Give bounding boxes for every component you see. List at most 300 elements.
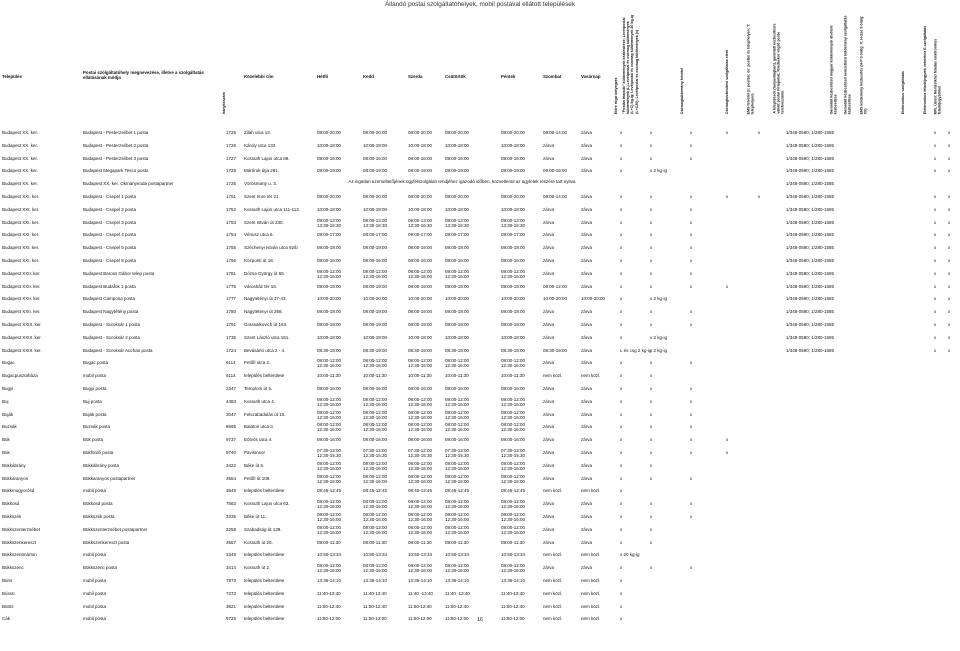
settlement-cell: Bükkszenterzsébet (2, 526, 41, 532)
office-name-cell: mobil posta (83, 603, 107, 609)
hours-cell: zárva (581, 322, 593, 327)
phone-cell: 1/348-0590; 1/280-1585 (786, 168, 835, 174)
hours-cell: 09:00-13:00 13:30-16:30 (501, 217, 526, 228)
hours-cell: 08:00-20:00 (408, 130, 433, 135)
service-mark-cell: x (690, 360, 693, 366)
hours-cell: zárva (543, 322, 555, 327)
hours-cell: zárva (543, 309, 555, 315)
settlement-cell: Bükkaranyos (2, 475, 29, 481)
header-v6-wrap (772, 14, 811, 122)
phone-cell: 1/348-0590; 1/280-1585 (786, 334, 835, 340)
hours-cell: 08:00-19:00 (363, 245, 388, 251)
hours-cell: 08:00-12:00 12:30-16:00 (363, 473, 388, 484)
address-cell: Nagytétényi út 37-43. (244, 296, 287, 302)
office-name-cell: Budapest - Csepel 2 posta (83, 206, 137, 212)
hours-cell: zárva (543, 386, 555, 391)
hours-cell: 10:00-11:30 (363, 373, 387, 379)
office-name-cell: Budapest - Pesterzsébet 1 posta (83, 130, 149, 135)
hours-cell: zárva (581, 232, 593, 238)
hours-cell: 08:00-19:00 (317, 322, 342, 327)
service-mark-cell: x (690, 270, 693, 276)
address-cell: Felszabadulás út 10. (244, 411, 286, 417)
address-cell: település belterülete (244, 578, 285, 583)
hours-cell: 08:00-12:00 12:30-16:00 (445, 409, 470, 420)
office-name-cell: Budapest Campona posta (83, 296, 136, 302)
hours-cell: 08:00-12:00 12:30-16:00 (317, 409, 342, 420)
hours-cell: 08:00-19:00 (501, 283, 526, 289)
hours-cell: zárva (543, 270, 555, 276)
service-mark-cell: x (620, 398, 623, 404)
settlement-cell: Buják (2, 411, 14, 417)
service-mark-cell: x 2 kg-ig (650, 296, 668, 302)
settlement-cell: Budapest XXII. ker. (2, 309, 41, 315)
hours-cell: 08:00-12:00 12:30-16:00 (445, 396, 470, 407)
hours-cell: 08:00-12:00 12:30-16:00 (445, 422, 470, 433)
service-mark-cell: x (948, 322, 951, 327)
office-name-cell: Budapest - Csepel 1 posta (83, 194, 137, 199)
office-name-cell: Budapest - Csepel 5 posta (83, 245, 137, 251)
zip-cell: 3821 (226, 603, 237, 609)
hours-cell: 13:35-14:10 (501, 578, 526, 583)
zip-cell: 3258 (226, 526, 237, 532)
hours-cell: 08:00-16:00 (317, 386, 342, 391)
header-settlement: Település (2, 74, 22, 79)
service-mark-cell: x (934, 219, 937, 225)
hours-cell: 08:00-12:00 12:30-16:00 (363, 268, 388, 279)
zip-cell: 9740 (226, 450, 237, 455)
header-v3-wrap (679, 14, 696, 122)
settlement-cell: Budapest XXII. ker. (2, 270, 41, 276)
hours-cell: 08:30-19:00 (543, 347, 568, 353)
address-cell: Városház tér 18. (244, 283, 278, 289)
service-mark-cell: x (620, 539, 623, 545)
hours-cell: 10:50-13:34 (501, 552, 526, 558)
office-name-cell: Bükkszenkereszt posta (83, 539, 130, 545)
hours-cell: zárva (543, 411, 555, 417)
hours-cell: 11:50-12:00 (363, 616, 387, 622)
hours-cell: 08:00-12:00 12:30-16:00 (317, 499, 342, 510)
address-cell: Kossuth út 2. (244, 565, 271, 571)
hours-cell: 08:00-12:00 12:30-16:00 (445, 512, 470, 522)
hours-cell: 08:00-12:00 12:30-16:00 (408, 460, 433, 471)
hours-cell: 11:50-12:40 (445, 603, 469, 609)
service-mark-cell: x (690, 194, 693, 199)
service-mark-cell: x (934, 206, 937, 212)
service-mark-cell: x (934, 194, 937, 199)
address-cell: Szent László utca 161. (244, 334, 290, 340)
hours-cell: zárva (543, 232, 555, 238)
hours-cell: 08:00-12:00 12:30-16:00 (445, 524, 470, 535)
hours-cell: 07:30-12:00 12:30-15:30 (363, 448, 388, 458)
hours-cell: zárva (543, 155, 555, 161)
office-name-cell: Budapest Nagytétény posta (83, 309, 139, 315)
hours-cell: 08:00-17:00 (363, 232, 388, 238)
header-v2-wrap (622, 14, 677, 122)
service-mark-cell: x (948, 347, 951, 353)
service-mark-cell: x 2 kg-ig (650, 334, 668, 340)
hours-cell: 08:00-12:00 12:30-16:00 (363, 512, 388, 522)
service-mark-cell: x (948, 334, 951, 340)
hours-cell: 07:30-12:00 12:30-15:30 (317, 448, 342, 458)
office-name-cell: Budapest - Pesterzsébet 3 posta (83, 155, 149, 161)
hours-cell: 10:00-20:00 (445, 296, 470, 302)
zip-cell: 9725 (226, 616, 237, 622)
service-mark-cell: x (650, 424, 653, 430)
hours-cell: 08:00-12:00 12:30-16:00 (445, 563, 470, 574)
zip-cell: 3554 (226, 475, 237, 481)
hours-cell: 10:00-18:00 (445, 142, 470, 148)
office-name-cell: mobil posta (83, 616, 107, 622)
office-name-cell: Budapest - Soroksár 1 posta (83, 322, 141, 327)
zip-cell: 2347 (226, 386, 237, 391)
hours-cell: nem közl. (581, 578, 601, 583)
hours-cell: zárva (543, 245, 555, 251)
service-mark-cell: x (650, 539, 653, 545)
hours-cell: 08:00-19:00 (408, 245, 433, 251)
zip-cell: 1775 (226, 283, 237, 289)
hours-cell: zárva (543, 501, 555, 507)
phone-cell: 1/348-0590; 1/280-1585 (786, 309, 835, 315)
address-cell: Kossuth Lajos utca 89. (244, 155, 290, 161)
settlement-cell: Buj (2, 398, 9, 404)
hours-cell: 08:00-12:00 12:30-16:00 (501, 409, 526, 420)
service-mark-cell: x (948, 130, 951, 135)
hours-cell: zárva (581, 270, 593, 276)
service-mark-cell: x (620, 462, 623, 468)
settlement-cell: Budapest XXI. ker. (2, 194, 40, 199)
service-mark-cell: x (620, 373, 623, 379)
hours-cell: 08:30-19:00 (408, 347, 433, 353)
zip-cell: 1725 (226, 130, 237, 135)
hours-cell: zárva (581, 347, 593, 353)
phone-cell: 1/348-0590; 1/280-1585 (786, 232, 835, 238)
service-mark-cell: x (650, 322, 653, 327)
address-cell: Bevásárló utca 2 - 4. (244, 347, 286, 353)
service-mark-cell: x (650, 130, 653, 135)
hours-cell: 08:00-19:00 (363, 322, 388, 327)
hours-cell: zárva (581, 539, 593, 545)
service-mark-cell: x (620, 424, 623, 430)
service-mark-cell: x (620, 219, 623, 225)
settlement-cell: Bükkszentmárton (2, 552, 37, 558)
address-cell: település belterülete (244, 552, 285, 558)
hours-cell: zárva (581, 437, 593, 443)
service-mark-cell: x (620, 450, 623, 455)
service-mark-cell: x (650, 450, 653, 455)
service-mark-cell: x (650, 411, 653, 417)
hours-cell: 09:00-17:00 (317, 232, 342, 238)
zip-cell: 8695 (226, 424, 237, 430)
address-cell: Mártírok útja 281. (244, 168, 280, 174)
address-cell: Kossuth Lajos utca 63. (244, 501, 290, 507)
hours-cell: nem közl. (581, 488, 601, 494)
hours-cell: 10:00-11:30 (445, 373, 469, 379)
service-mark-cell: x (690, 514, 693, 519)
settlement-cell: Budapest XX. ker. (2, 142, 39, 148)
hours-cell: zárva (581, 258, 593, 263)
settlement-cell: Bugac (2, 360, 15, 366)
hours-cell: 08:00-12:00 12:30-16:00 (363, 422, 388, 433)
hours-cell: zárva (543, 142, 555, 148)
hours-cell: 10:00-18:00 (501, 142, 526, 148)
service-mark-cell: x (948, 168, 951, 174)
hours-cell: zárva (581, 450, 593, 455)
phone-cell: 1/348-0590; 1/280-1585 (786, 258, 835, 263)
hours-cell: zárva (543, 258, 555, 263)
service-mark-cell: x (620, 142, 623, 148)
phone-cell: 1/348-0590; 1/280-1585 (786, 283, 835, 289)
service-mark-cell: x (934, 309, 937, 315)
header-friday: Péntek (501, 74, 516, 79)
service-mark-cell: x (690, 322, 693, 327)
hours-cell: zárva (581, 514, 593, 519)
hours-cell: 08:45-12:45 (501, 488, 526, 494)
hours-cell: 10:00-11:30 (317, 373, 341, 379)
zip-cell: 1728 (226, 168, 237, 174)
hours-cell: 08:30-19:00 (501, 347, 526, 353)
phone-cell: 1/348-0590; 1/280-1585 (786, 181, 835, 187)
hours-cell: 08:00-20:00 (501, 194, 526, 199)
settlement-cell: Bük (2, 450, 10, 455)
service-mark-cell: x (620, 526, 623, 532)
service-mark-cell: x (758, 130, 761, 135)
service-mark-cell: x (650, 142, 653, 148)
hours-cell: 10:00-20:00 (501, 296, 526, 302)
zip-cell: 7273 (226, 590, 237, 596)
service-mark-cell: x (650, 475, 653, 481)
service-mark-cell: x (690, 283, 693, 289)
settlement-cell: Budapest XX. ker. (2, 155, 39, 161)
hours-cell: 08:00-12:00 12:30-16:00 (408, 499, 433, 510)
phone-cell: 1/348-0590; 1/280-1585 (786, 245, 835, 251)
settlement-cell: Bütös (2, 603, 14, 609)
zip-cell: 1780 (226, 309, 237, 315)
hours-cell: 08:00-16:00 (501, 258, 526, 263)
service-mark-cell: x (726, 283, 729, 289)
hours-cell: 08:00-19:00 (501, 245, 526, 251)
settlement-cell: Budapest XXI. ker. (2, 245, 40, 251)
settlement-cell: Bük (2, 437, 10, 443)
hours-cell: zárva (543, 206, 555, 212)
hours-cell: zárva (581, 219, 593, 225)
hours-cell: 08:00-19:00 (408, 168, 433, 174)
hours-cell: 10:00-18:00 (363, 334, 388, 340)
office-name-cell: Budapest - Csepel 8 posta (83, 258, 137, 263)
hours-cell: 10:00-20:00 (363, 296, 388, 302)
hours-cell: 10:00-18:00 (501, 206, 526, 212)
service-mark-cell: x (650, 245, 653, 251)
hours-cell: nem közl. (543, 578, 563, 583)
service-mark-cell: x (620, 475, 623, 481)
header-parcel-delivery: Csomagkézbesítési szolgáltatás elérő (724, 49, 729, 114)
hours-cell: 08:30-19:00 (445, 347, 470, 353)
hours-cell: 08:00-12:00 12:30-16:00 (501, 524, 526, 535)
document-title: Állandó postai szolgáltatóhelyek, mobil postával ellátott települések (384, 1, 576, 8)
hours-cell: 08:00-12:00 12:30-16:00 (363, 563, 388, 574)
service-mark-cell: x (620, 168, 623, 174)
service-mark-cell: x (650, 437, 653, 443)
hours-cell: 11:50-12:40 (363, 603, 387, 609)
zip-cell: 6114 (226, 373, 236, 379)
header-electronic-service: Elektronikus szolgáltatás (900, 70, 905, 114)
hours-cell: 08:00-19:00 (501, 168, 526, 174)
hours-cell: nem közl. (543, 616, 563, 622)
header-ems-delivery: EMS küldemény kézbesítés (H-P 9 óráig: X; H-Szo 9 óráig: XX) (859, 15, 868, 114)
service-mark-cell: x (690, 130, 693, 135)
hours-cell: zárva (581, 565, 593, 571)
office-name-cell: mobil posta (83, 552, 107, 558)
header-tuesday: Kedd (363, 74, 374, 79)
office-name-cell: Bugac posta (83, 360, 109, 366)
address-cell: Kossuth Lajos utca 111-113. (244, 206, 301, 212)
hours-cell: zárva (581, 206, 593, 212)
settlement-cell: Budapest XXIII. ker. (2, 347, 42, 353)
zip-cell: 1752 (226, 206, 237, 212)
zip-cell: 1735 (226, 334, 237, 340)
hours-cell: 08:00-12:00 12:30-16:00 (363, 524, 388, 535)
phone-cell: 1/348-0590; 1/280-1585 (786, 322, 835, 327)
hours-cell: 07:30-12:00 12:30-15:30 (501, 448, 526, 458)
hours-cell: nem közl. (543, 590, 563, 596)
service-mark-cell: x (620, 488, 623, 494)
service-mark-cell: x (650, 514, 653, 519)
settlement-cell: Budapest XX. ker. (2, 168, 39, 174)
hours-cell: 08:00-12:00 12:30-16:00 (408, 358, 433, 369)
header-address: Közelebbi cím (244, 74, 274, 79)
settlement-cell: Bükkösd (2, 501, 20, 507)
hours-cell: 08:00-12:00 12:30-16:00 (501, 512, 526, 522)
service-mark-cell: x (934, 142, 937, 148)
address-cell: Béke út 6. (244, 462, 265, 468)
hours-cell: 13:35-14:10 (317, 578, 342, 583)
service-mark-cell: x (948, 270, 951, 276)
service-mark-cell: x (620, 155, 623, 161)
service-mark-cell: x (650, 309, 653, 315)
hours-cell: 08:00-16:00 (445, 155, 470, 161)
hours-cell: 08:00-12:00 12:30-16:00 (408, 268, 433, 279)
hours-cell: zárva (581, 475, 593, 481)
service-mark-cell: x (934, 347, 937, 353)
hours-cell: 08:00-16:00 (317, 437, 342, 443)
service-mark-cell: x (620, 322, 623, 327)
office-name-cell: Bükkszék posta (83, 514, 115, 519)
service-mark-cell: x (650, 232, 653, 238)
hours-cell: zárva (543, 514, 555, 519)
hours-cell: nem közl. (543, 488, 563, 494)
settlement-cell: Bükkábrány (2, 462, 26, 468)
service-mark-cell: x (650, 206, 653, 212)
hours-cell: 08:00-14:00 (543, 130, 568, 135)
service-mark-cell: x (620, 616, 623, 622)
hours-cell: 08:00-19:00 (408, 322, 433, 327)
hours-cell: 13:35-14:10 (408, 578, 433, 583)
settlement-cell: Büris (2, 578, 13, 583)
hours-cell: nem közl. (581, 616, 601, 622)
service-mark-cell: x (690, 258, 693, 263)
address-cell: Központi út 18. (244, 258, 275, 263)
hours-cell: zárva (581, 142, 593, 148)
office-name-cell: Budapest - Csepel 4 posta (83, 232, 137, 238)
hours-cell: 08:00-19:00 (445, 245, 470, 251)
hours-cell: 08:00-12:00 12:30-16:00 (408, 524, 433, 535)
hours-cell: 08:00-20:00 (445, 130, 470, 135)
settlement-cell: Bugyi (2, 386, 14, 391)
hours-cell: zárva (543, 360, 555, 366)
service-mark-cell: x (948, 283, 951, 289)
service-mark-cell: x (650, 270, 653, 276)
service-mark-cell: x (620, 270, 623, 276)
address-cell: Zilah utca 13. (244, 130, 272, 135)
address-cell: település belterülete (244, 373, 285, 379)
hours-cell: 10:00-11:30 (408, 373, 432, 379)
hours-cell: 08:00-12:00 12:30-16:00 (363, 396, 388, 407)
service-mark-cell: x (620, 578, 623, 583)
hours-cell: 10:00-18:00 (317, 142, 342, 148)
service-mark-cell: x (620, 590, 623, 596)
phone-cell: 1/348-0590; 1/280-1585 (786, 206, 835, 212)
hours-cell: 11:50-12:00 (408, 616, 432, 622)
office-name-cell: mobil posta (83, 578, 107, 583)
service-mark-cell: x (690, 424, 693, 430)
zip-cell: 1755 (226, 245, 237, 251)
settlement-cell: Buzsák (2, 424, 17, 430)
settlement-cell: Budapest XXI. ker. (2, 258, 40, 263)
hours-cell: 08:00-12:00 12:30-16:00 (501, 396, 526, 407)
hours-cell: 08:00-12:00 12:30-16:00 (445, 358, 470, 369)
hours-cell: 08:00-12:00 12:30-16:00 (501, 268, 526, 279)
hours-cell: 08:00-12:00 12:30-16:00 (501, 563, 526, 574)
service-mark-cell: x (650, 258, 653, 263)
office-name-cell: mobil posta (83, 488, 107, 494)
hours-cell: 11:40-13:40 (501, 590, 525, 596)
header-v9-wrap (859, 14, 880, 122)
address-cell: Petőfi utca 2. (244, 360, 271, 366)
hours-cell: 08:00-19:00 (445, 309, 470, 315)
service-mark-cell: x (690, 386, 693, 391)
hours-cell: 08:00-19:00 (408, 309, 433, 315)
hours-cell: zárva (543, 398, 555, 404)
hours-cell: 08:00-12:00 12:30-16:00 (363, 358, 388, 369)
hours-cell: 08:00-19:00 (408, 283, 433, 289)
hours-cell: 08:00-12:00 12:30-16:00 (501, 422, 526, 433)
office-name-cell: Bükkszenterzsébet postapartner (83, 526, 148, 532)
service-mark-cell: x (934, 334, 937, 340)
hours-cell: 08:00-16:00 (408, 258, 433, 263)
settlement-cell: Bükkszék (2, 514, 22, 519)
hours-cell: nem közl. (581, 590, 601, 596)
address-cell: település belterülete (244, 488, 285, 494)
hours-cell: 08:45-12:45 (445, 488, 470, 494)
phone-cell: 1/348-0590; 1/280-1585 (786, 219, 835, 225)
hours-cell: 08:00-19:00 (363, 309, 388, 315)
hours-cell: 08:00-12:00 12:30-16:00 (317, 460, 342, 471)
service-mark-cell: x (650, 386, 653, 391)
office-name-cell: Budapest - Soroksár Auchan posta (83, 347, 153, 353)
hours-cell: zárva (581, 386, 593, 391)
hours-cell: 08:00-12:00 12:30-16:00 (317, 524, 342, 535)
hours-cell: 11:50-12:40 (501, 603, 525, 609)
hours-cell: 10:50-13:34 (363, 552, 388, 558)
address-cell: Dózsa György út 55. (244, 270, 286, 276)
office-name-cell: Budapest Baross Gábor telep posta (83, 270, 155, 276)
service-mark-cell: x (650, 219, 653, 225)
zip-cell: 3648 (226, 488, 237, 494)
header-v5-wrap (746, 14, 767, 122)
hours-cell: 08:00-16:00 (363, 437, 388, 443)
service-mark-cell: x 2 kg-ig (650, 347, 668, 353)
office-name-cell: mobil posta (83, 590, 107, 596)
hours-cell: zárva (543, 437, 555, 443)
